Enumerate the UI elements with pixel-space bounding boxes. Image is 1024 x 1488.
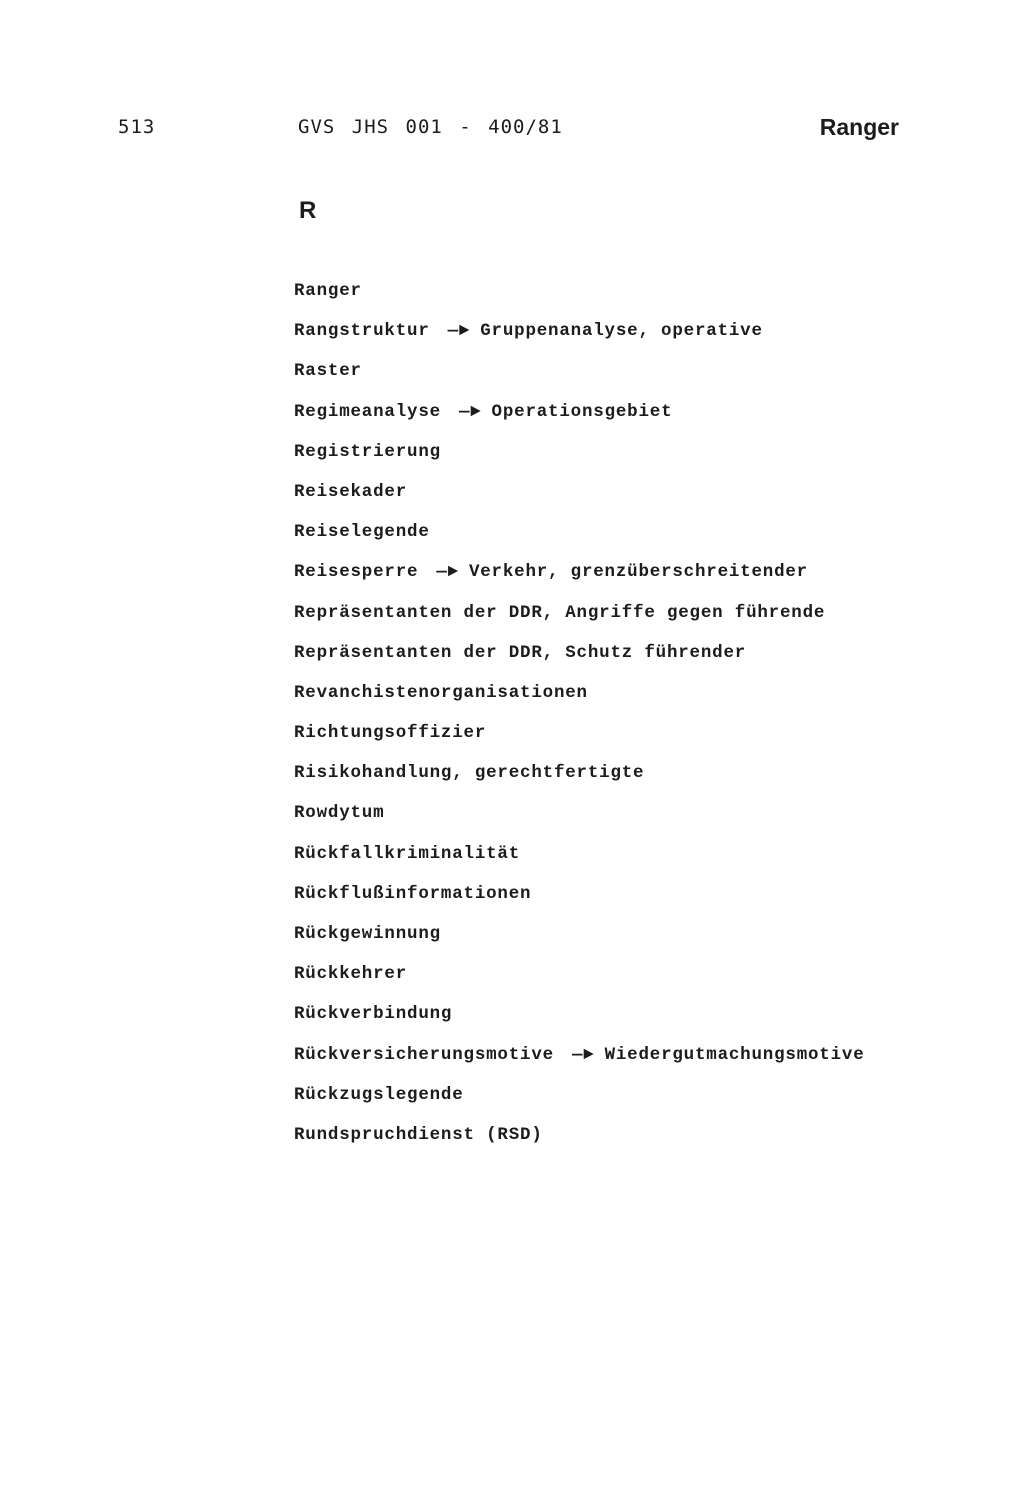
- entry-term: Rückverbindung: [294, 1004, 453, 1025]
- list-item: [294, 680, 865, 720]
- list-item: [294, 1042, 865, 1082]
- entry-term: Rückgewinnung: [294, 924, 441, 944]
- entry-term: Rückkehrer: [294, 964, 408, 985]
- entry-term: Risikohandlung, gerechtfertigte: [294, 763, 645, 784]
- list-item: [294, 559, 865, 599]
- list-item: [294, 1122, 865, 1162]
- entry-term: Rückzugslegende: [294, 1084, 464, 1105]
- list-item: [294, 479, 865, 519]
- document-reference: GVS JHS 001 - 400/81: [298, 116, 563, 138]
- list-item: [294, 800, 865, 840]
- entry-term: Ranger: [294, 281, 362, 301]
- entry-term: Rundspruchdienst (RSD): [294, 1124, 543, 1145]
- entry-term: Reiselegende: [294, 522, 430, 543]
- list-item: [294, 318, 865, 358]
- entry-term: Revanchistenorganisationen: [294, 682, 588, 703]
- entry-term: Raster: [294, 361, 362, 382]
- list-item: [294, 358, 865, 398]
- list-item: [294, 278, 865, 318]
- list-item: [294, 921, 865, 961]
- list-item: [294, 961, 865, 1001]
- list-item: [294, 760, 865, 800]
- entry-term: Regimeanalyse: [294, 401, 441, 422]
- glossary-entry-list: [294, 278, 865, 1162]
- entry-term: Rückflußinformationen: [294, 883, 532, 904]
- section-letter: R: [299, 197, 317, 224]
- entry-cross-reference: Wiedergutmachungsmotive: [604, 1044, 865, 1065]
- entry-term: Rangstruktur: [294, 321, 430, 342]
- list-item: [294, 640, 865, 680]
- see-reference-arrow-icon: —►: [571, 1044, 595, 1065]
- see-reference-arrow-icon: —►: [436, 562, 459, 583]
- list-item: [294, 841, 865, 881]
- entry-term: Repräsentanten der DDR, Schutz führender: [294, 642, 747, 663]
- entry-cross-reference: Verkehr, grenzüberschreitender: [468, 562, 808, 583]
- list-item: [294, 600, 865, 640]
- list-item: [294, 439, 865, 479]
- entry-cross-reference: Gruppenanalyse, operative: [480, 321, 763, 342]
- page-number: 513: [118, 116, 156, 138]
- see-reference-arrow-icon: —►: [458, 401, 482, 422]
- list-item: [294, 399, 865, 439]
- entry-term: Rückversicherungsmotive: [294, 1044, 554, 1065]
- list-item: [294, 1001, 865, 1041]
- list-item: [294, 1082, 865, 1122]
- list-item: [294, 881, 865, 921]
- running-head: Ranger: [819, 114, 899, 140]
- list-item: [294, 720, 865, 760]
- entry-term: Rowdytum: [294, 803, 385, 824]
- entry-term: Richtungsoffizier: [294, 723, 487, 744]
- entry-term: Reisekader: [294, 481, 408, 502]
- entry-term: Repräsentanten der DDR, Angriffe gegen führende: [294, 602, 826, 623]
- entry-cross-reference: Operationsgebiet: [491, 401, 673, 422]
- list-item: [294, 519, 865, 559]
- entry-term: Rückfallkriminalität: [294, 843, 521, 864]
- entry-term: Registrierung: [294, 441, 441, 462]
- see-reference-arrow-icon: —►: [447, 321, 471, 342]
- entry-term: Reisesperre: [294, 562, 419, 583]
